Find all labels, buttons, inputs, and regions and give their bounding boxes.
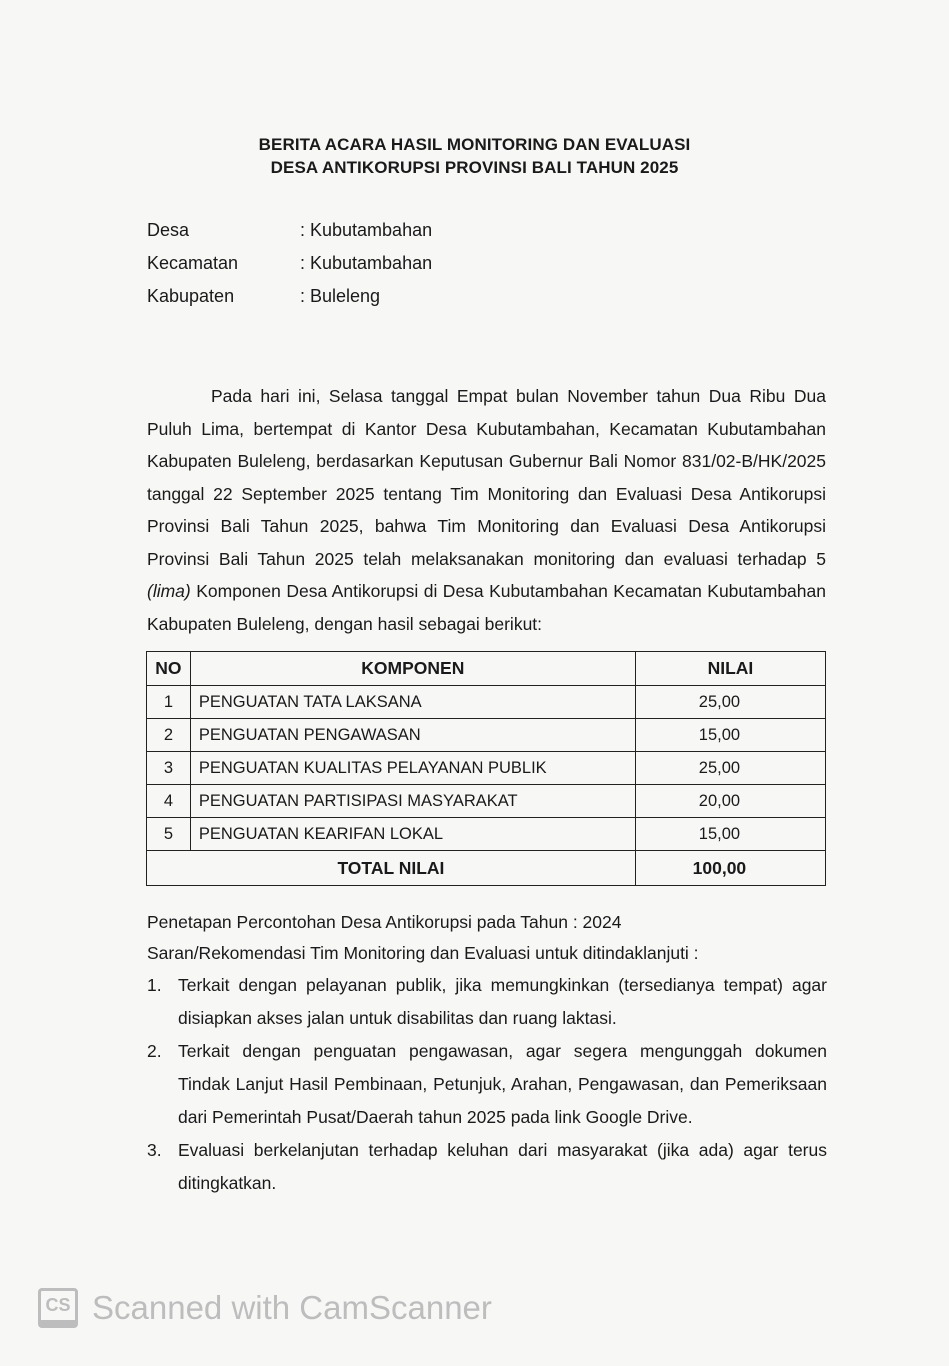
- row-no: 5: [147, 818, 191, 851]
- list-item: [147, 1035, 827, 1134]
- row-nilai: 25,00: [635, 686, 825, 719]
- row-no: 3: [147, 752, 191, 785]
- saran-heading: Saran/Rekomendasi Tim Monitoring dan Evaluasi untuk ditindaklanjuti :: [147, 943, 699, 963]
- row-komponen: PENGUATAN PARTISIPASI MASYARAKAT: [190, 785, 635, 818]
- table-row: [147, 752, 826, 785]
- paragraph-italic: (lima): [147, 581, 191, 601]
- item-number: 3.: [147, 1140, 162, 1160]
- row-no: 4: [147, 785, 191, 818]
- paragraph-text-1: Pada hari ini, Selasa tanggal Empat bulan November tahun Dua Ribu Dua Puluh Lima, bertempat di Kantor Desa Kubutambahan, Kecamatan Kubutambahan Kabupaten Buleleng, berdasarkan Keputusan Gubernur Bali Nomor 831/02-B/HK/2025 tanggal 22 September 2025 tentang Tim Monitoring dan Evaluasi Desa Antikorupsi Provinsi Bali Tahun 2025, bahwa Tim Monitoring dan Evaluasi Desa Antikorupsi Provinsi Bali Tahun 2025 telah melaksanakan monitoring dan evaluasi terhadap 5: [147, 386, 826, 569]
- row-komponen: PENGUATAN PENGAWASAN: [190, 719, 635, 752]
- total-row: [147, 851, 826, 886]
- opening-paragraph: [147, 380, 826, 640]
- meta-value: : Kubutambahan: [300, 253, 433, 273]
- total-label: TOTAL NILAI: [147, 851, 636, 886]
- table-header-row: [147, 652, 826, 686]
- camscanner-watermark: [38, 1288, 492, 1328]
- results-table: [146, 651, 826, 886]
- penetapan-text: Penetapan Percontohan Desa Antikorupsi pada Tahun : 2024: [147, 912, 622, 932]
- row-no: 1: [147, 686, 191, 719]
- row-nilai: 15,00: [635, 818, 825, 851]
- table-row: [147, 818, 826, 851]
- paragraph-text-2: Komponen Desa Antikorupsi di Desa Kubutambahan Kecamatan Kubutambahan Kabupaten Buleleng, dengan hasil sebagai berikut:: [147, 581, 826, 634]
- watermark-text: Scanned with CamScanner: [92, 1289, 492, 1326]
- row-nilai: 20,00: [635, 785, 825, 818]
- header-komponen: KOMPONEN: [190, 652, 635, 686]
- camscanner-logo-icon: CS: [38, 1288, 78, 1328]
- total-value: 100,00: [635, 851, 825, 886]
- recommendations-list: [147, 969, 827, 1200]
- item-text: Terkait dengan penguatan pengawasan, agar segera mengunggah dokumen Tindak Lanjut Hasil Pembinaan, Petunjuk, Arahan, Pengawasan, dan Pemeriksaan dari Pemerintah Pusat/Daerah tahun 2025 pada link Google Drive.: [178, 1041, 827, 1127]
- document-title: [0, 133, 949, 179]
- table-row: [147, 785, 826, 818]
- row-nilai: 25,00: [635, 752, 825, 785]
- row-no: 2: [147, 719, 191, 752]
- meta-value: : Kubutambahan: [300, 220, 433, 240]
- row-nilai: 15,00: [635, 719, 825, 752]
- location-info: [147, 218, 432, 317]
- list-item: [147, 1134, 827, 1200]
- row-komponen: PENGUATAN TATA LAKSANA: [190, 686, 635, 719]
- header-nilai: NILAI: [635, 652, 825, 686]
- title-line-1: BERITA ACARA HASIL MONITORING DAN EVALUASI: [258, 135, 691, 154]
- table-row: [147, 719, 826, 752]
- meta-label: Kecamatan: [147, 253, 239, 273]
- row-komponen: PENGUATAN KUALITAS PELAYANAN PUBLIK: [190, 752, 635, 785]
- meta-row-desa: [147, 218, 432, 251]
- meta-label: Desa: [147, 220, 190, 240]
- meta-label: Kabupaten: [147, 286, 235, 306]
- meta-row-kecamatan: [147, 251, 432, 284]
- table-row: [147, 686, 826, 719]
- meta-value: : Buleleng: [300, 286, 381, 306]
- item-number: 2.: [147, 1041, 162, 1061]
- list-item: [147, 969, 827, 1035]
- title-line-2: DESA ANTIKORUPSI PROVINSI BALI TAHUN 2025: [270, 158, 679, 177]
- item-number: 1.: [147, 975, 162, 995]
- header-no: NO: [147, 652, 191, 686]
- post-table-info: [147, 907, 827, 969]
- item-text: Terkait dengan pelayanan publik, jika memungkinkan (tersedianya tempat) agar disiapkan akses jalan untuk disabilitas dan ruang laktasi.: [178, 975, 827, 1028]
- meta-row-kabupaten: [147, 284, 432, 317]
- row-komponen: PENGUATAN KEARIFAN LOKAL: [190, 818, 635, 851]
- item-text: Evaluasi berkelanjutan terhadap keluhan dari masyarakat (jika ada) agar terus ditingkatkan.: [178, 1140, 827, 1193]
